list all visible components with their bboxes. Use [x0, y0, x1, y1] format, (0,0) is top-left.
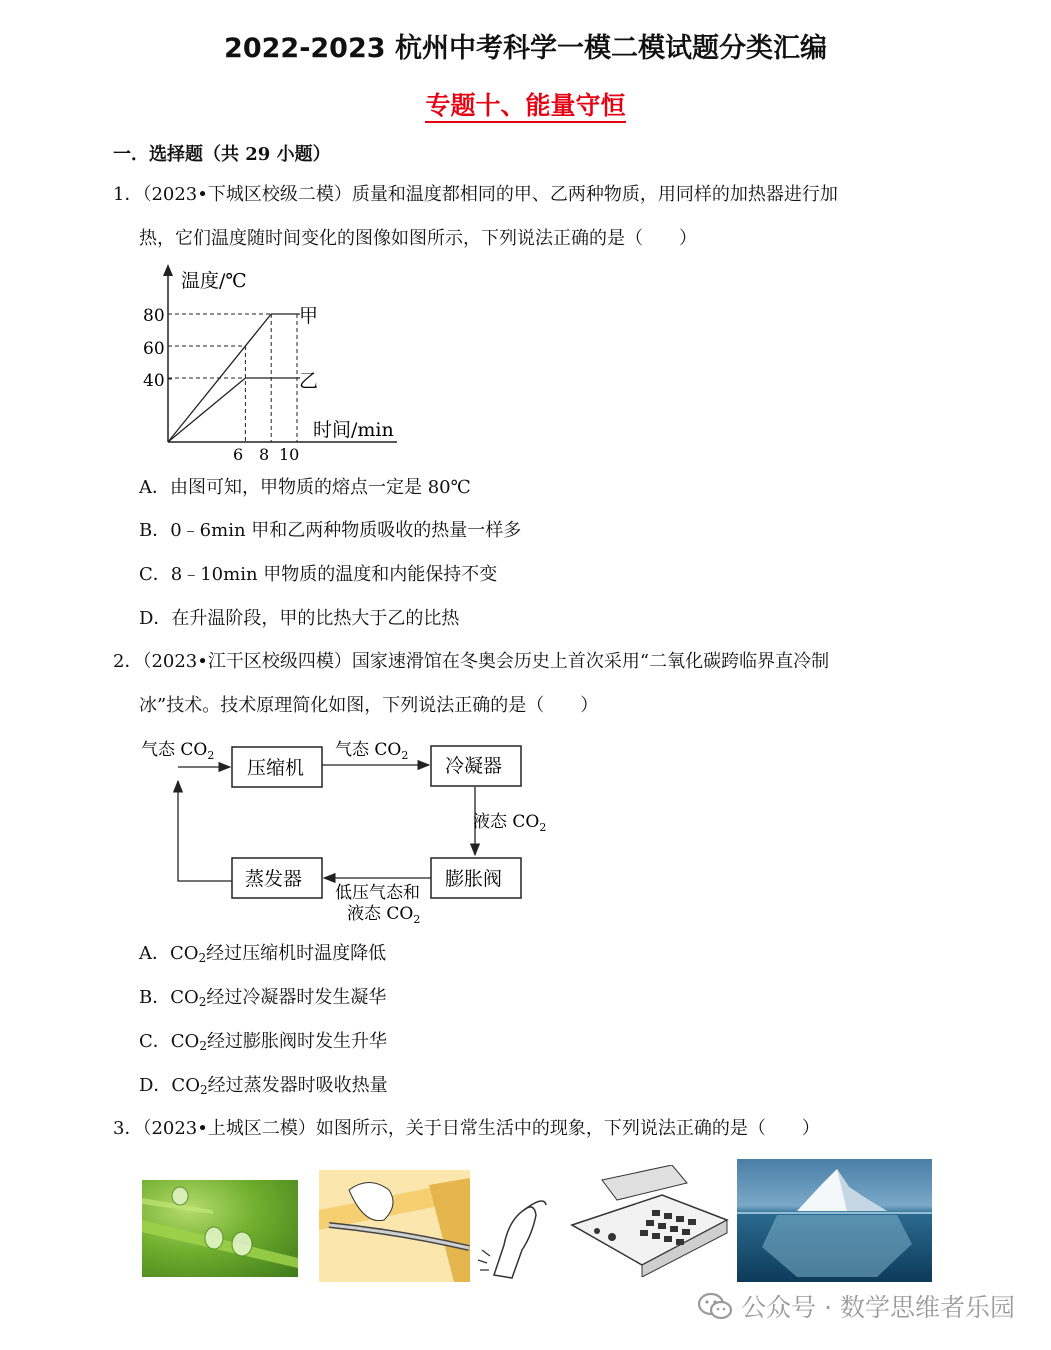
xtick-6: 6: [233, 445, 244, 464]
ytick-60: 60: [143, 339, 165, 359]
ruler-experiment-drawing: [319, 1170, 470, 1282]
cash-register-image: [552, 1165, 730, 1277]
mix-label-line1: 低压气态和: [335, 883, 420, 903]
watermark: [697, 1288, 1015, 1324]
cash-register-drawing: [552, 1165, 730, 1277]
dew-drops-image: [142, 1180, 298, 1277]
q2-line2: 冰”技术。技术原理简化如图，下列说法正确的是（ ）: [139, 695, 599, 716]
xtick-8: 8: [259, 445, 270, 464]
q1-line1: 1．（2023•下城区校级二模）质量和温度都相同的甲、乙两种物质，用同样的加热器进行加: [113, 184, 838, 205]
y-axis-arrow: [163, 264, 173, 276]
label-yi: 乙: [299, 370, 319, 392]
compressor-label: 压缩机: [247, 757, 305, 779]
label-jia: 甲: [299, 305, 319, 327]
arrow-return: [178, 781, 232, 881]
gas-mid-label: 气态 $CO_2$: [335, 740, 409, 762]
iceberg-image: [737, 1159, 932, 1282]
hand-flicking-image: [474, 1190, 549, 1280]
valve-label: 膨胀阀: [445, 868, 503, 890]
section-heading: 一．选择题（共 29 小题）: [113, 144, 331, 165]
q1-option-b: B．0﹣6min 甲和乙两种物质吸收的热量一样多: [139, 520, 522, 541]
q1-temperature-graph: [135, 262, 415, 467]
condenser-label: 冷凝器: [445, 755, 503, 777]
q2-option-c: C．$CO_2$经过膨胀阀时发生升华: [139, 1031, 387, 1053]
xtick-10: 10: [279, 445, 300, 464]
q2-option-a: A．$CO_2$经过压缩机时温度降低: [139, 943, 387, 965]
watermark-text: 公众号 · 数学思维者乐园: [741, 1293, 1015, 1322]
q1-line2: 热，它们温度随时间变化的图像如图所示，下列说法正确的是（ ）: [139, 228, 697, 249]
ytick-40: 40: [143, 371, 165, 391]
wechat-icon: [697, 1291, 733, 1321]
gas-in-label: 气态 $CO_2$: [141, 740, 215, 762]
iceberg-drawing: [737, 1159, 932, 1282]
ytick-80: 80: [143, 306, 165, 326]
q2-cycle-diagram: [135, 733, 565, 928]
hand-flicking-drawing: [474, 1190, 549, 1280]
page-title: 2022-2023 杭州中考科学一模二模试题分类汇编: [224, 33, 827, 64]
x-axis-label: 时间/min: [313, 419, 394, 441]
topic-subtitle-text: 专题十、能量守恒: [425, 91, 625, 123]
liquid-label: 液态 $CO_2$: [473, 812, 547, 834]
ruler-experiment-image: [319, 1170, 470, 1282]
q3-line1: 3．（2023•上城区二模）如图所示，关于日常生活中的现象，下列说法正确的是（ ）: [113, 1118, 820, 1139]
y-axis-label: 温度/℃: [181, 270, 247, 292]
series-yi-line: [168, 378, 300, 442]
mix-label-line2: 液态 $CO_2$: [347, 904, 421, 926]
dew-drops-drawing: [142, 1180, 298, 1277]
q1-option-a: A．由图可知，甲物质的熔点一定是 80℃: [139, 477, 471, 498]
topic-subtitle: [0, 86, 1051, 122]
q1-option-c: C．8﹣10min 甲物质的温度和内能保持不变: [139, 564, 498, 585]
q2-option-d: D．$CO_2$经过蒸发器时吸收热量: [139, 1075, 388, 1097]
q1-option-d: D．在升温阶段，甲的比热大于乙的比热: [139, 608, 460, 629]
q2-option-b: B．$CO_2$经过冷凝器时发生凝华: [139, 987, 387, 1009]
evaporator-label: 蒸发器: [245, 868, 303, 890]
q2-line1: 2．（2023•江干区校级四模）国家速滑馆在冬奥会历史上首次采用“二氧化碳跨临界直冷制: [113, 651, 830, 672]
